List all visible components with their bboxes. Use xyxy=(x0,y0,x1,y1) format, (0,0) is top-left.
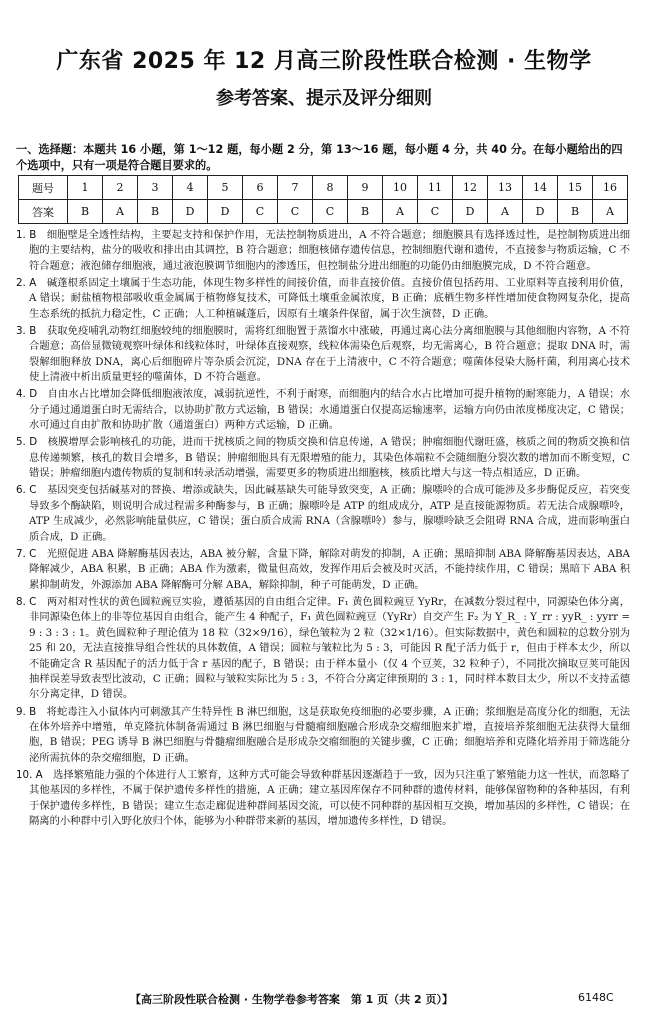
explanation-text: 自由水占比增加会降低细胞液浓度，减弱抗逆性，不利于耐寒，而细胞内的结合水占比增加可提升植物的耐寒能力，A 错误；水分子通过通道蛋白时无需结合，以协助扩散方式运输，B 错误；水通道蛋白仅提高运输速率，运输方向仍由浓度梯度决定，C 错误；水可通过自由扩散和协助扩散（通道蛋白）两种方式运输，D 正确。 xyxy=(29,388,630,432)
explanation-item xyxy=(16,547,630,593)
explanation-text: 细胞壁是全透性结构，主要起支持和保护作用，无法控制物质进出，A 不符合题意；细胞膜具有选择透过性，是控制物质进出细胞的主要结构，盐分的吸收和排出由其调控，B 符合题意；细胞核储存遗传信息，控制细胞代谢和遗传，不直接参与物质运输，C 不符合题意；液泡储存细胞液，通过液泡膜调节细胞内的渗透压，但控制盐分进出细胞的功能仍由细胞膜完成，D 不符合题意。 xyxy=(29,229,630,272)
explanation-text: 选择繁殖能力强的个体进行人工繁育，这种方式可能会导致种群基因逐渐趋于一致，因为只注重了繁殖能力这一性状，而忽略了其他基因的多样性，不属于保护遗传多样性的措施，A 正确；建立基因库保存不同种群的遗传材料，能够保留物种的各种基因，有利于保护遗传多样性，B 错误；建立生态走廊促进种群间基因交流，可以使不同种群的基因相互交换，增加基因的多样性，C 错误；在隔离的小种群中引入野化放归个体，能够为小种群带来新的基因，增加遗传多样性，D 错误。 xyxy=(29,768,630,828)
explanation-text: 将蛇毒注入小鼠体内可刺激其产生特异性 B 淋巴细胞，这是获取免疫细胞的必要步骤，A 正确；浆细胞是高度分化的细胞，无法在体外培养中增殖，单克隆抗体制备需通过 B 淋巴细胞与骨髓瘤细胞融合形成杂交瘤细胞来扩增，直接培养浆细胞无法获得大量细胞，B 错误；PEG 诱导 B 淋巴细胞与骨髓瘤细胞融合是形成杂交瘤细胞的关键步骤，C 正确；细胞培养和克隆化培养用于筛选能分泌所需抗体的杂交瘤细胞，D 正确。 xyxy=(29,705,630,764)
answer-table-row-label: 答案 xyxy=(19,200,68,224)
question-number-cell: 1 xyxy=(68,176,103,200)
explanation-key: 3. B xyxy=(16,325,37,338)
answer-cell: C xyxy=(278,200,313,224)
answer-table xyxy=(18,175,628,224)
explanation-item xyxy=(16,483,630,545)
paper-code: 6148C xyxy=(578,991,614,1004)
question-number-cell: 14 xyxy=(523,176,558,200)
question-number-cell: 10 xyxy=(383,176,418,200)
answer-table-answer-row xyxy=(19,200,628,224)
explanation-item xyxy=(16,387,630,433)
explanation-item xyxy=(16,435,630,481)
answer-table-row-label: 题号 xyxy=(19,176,68,200)
answer-cell: B xyxy=(558,200,593,224)
answer-cell: B xyxy=(138,200,173,224)
explanation-item xyxy=(16,276,630,322)
explanation-text: 两对相对性状的黄色圆粒豌豆实验，遵循基因的自由组合定律。F₁ 黄色圆粒豌豆 YyRr，在减数分裂过程中，同源染色体分离，非同源染色体上的非等位基因自由组合，能产生 4 种配子，F₁ 黄色圆粒豌豆（YyRr）自交产生 F₂ 为 Y_R_ : Y_rr : yyR_ : yyrr = 9 : 3 : 3 : 1。黄色圆粒种子理论值为 18 粒（32×9/16），绿色皱粒为 2 粒（32×1/16）。但实际数据中，黄色和圆粒的总数分别为 25 和 20，无法直接推导组合性状的具体数值，A 错误；圆粒与皱粒比为 5 : 3，可能因 R 配子活力低于 r，但由于样本太少，所以不能确定含 R 基因配子的活力低于含 r 基因的配子，B 错误；由于样本量小（仅 4 个豆荚，32 粒种子），不同批次摘取豆荚可能因抽样误差导致表型比波动，C 正确；圆粒与皱粒实际比为 5 : 3，不符合分离定律预期的 3 : 1，同时样本数目太少，所以不支持孟德尔分离定律，D 错误。 xyxy=(29,595,630,701)
explanation-key: 5. D xyxy=(16,436,38,449)
explanation-key: 1. B xyxy=(16,229,37,241)
question-number-cell: 6 xyxy=(243,176,278,200)
answer-cell: B xyxy=(348,200,383,224)
answer-cell: D xyxy=(173,200,208,224)
answer-cell: C xyxy=(418,200,453,224)
question-number-cell: 2 xyxy=(103,176,138,200)
explanation-key: 6. C xyxy=(16,484,37,497)
answer-cell: D xyxy=(208,200,243,224)
question-number-cell: 4 xyxy=(173,176,208,200)
explanation-text: 核膜增厚会影响核孔的功能，进而干扰核质之间的物质交换和信息传递，A 错误；肿瘤细胞代谢旺盛，核质之间的物质交换和信息传递频繁，核孔的数目会增多，B 错误；肿瘤细胞具有无限增殖的能力，其染色体端粒不会随细胞分裂次数的增加而不断变短，C 错误；肿瘤细胞内遗传物质的复制和转录活动增强，需要更多的物质进出细胞核，核质比增大与这一特点相适应，D 正确。 xyxy=(29,436,630,480)
explanation-key: 7. C xyxy=(16,547,37,560)
explanation-text: 光照促进 ABA 降解酶基因表达，ABA 被分解，含量下降，解除对萌发的抑制，A 正确；黑暗抑制 ABA 降解酶基因表达，ABA 降解减少，ABA 积累，B 正确；ABA 作为激素，微量但高效，发挥作用后会被及时灭活，不能持续作用，C 错误；黑暗下 ABA 积累抑制萌发，外源添加 ABA 降解酶可分解 ABA，解除抑制，种子可能萌发，D 正确。 xyxy=(29,547,630,591)
explanation-text: 碱蓬根系固定土壤属于生态功能，体现生物多样性的间接价值，而非直接价值。直接价值包括药用、工业原料等直接利用价值，A 错误；耐盐植物根部吸收重金属属于植物修复技术，可降低土壤重金属浓度，B 正确；底栖生物多样性增加使食物网复杂化，提高生态系统的抵抗力稳定性，C 正确；人工种植碱蓬后，因原有土壤条件保留，属于次生演替，D 正确。 xyxy=(29,277,630,320)
explanation-item xyxy=(16,324,630,386)
question-number-cell: 9 xyxy=(348,176,383,200)
question-number-cell: 15 xyxy=(558,176,593,200)
answer-cell: A xyxy=(103,200,138,224)
page-subtitle: 参考答案、提示及评分细则 xyxy=(216,88,432,109)
question-number-cell: 3 xyxy=(138,176,173,200)
explanation-key: 8. C xyxy=(16,595,37,608)
explanation-key: 9. B xyxy=(16,705,37,718)
question-number-cell: 13 xyxy=(488,176,523,200)
answer-cell: D xyxy=(453,200,488,224)
explanation-text: 基因突变包括碱基对的替换、增添或缺失，因此碱基缺失可能导致突变，A 正确；腺嘌呤的合成可能涉及多步酶促反应，若突变导致多个酶缺陷，则说明合成过程需多种酶参与，B 正确；腺嘌呤是 ATP 的组成成分，ATP 是直接能源物质。若无法合成腺嘌呤，ATP 生成减少，必然影响能量供应，C 错误；蛋白质合成需 RNA（含腺嘌呤）参与，腺嘌呤缺乏会阻碍 RNA 合成，进而影响蛋白质合成，D 正确。 xyxy=(29,484,631,543)
question-number-cell: 11 xyxy=(418,176,453,200)
question-number-cell: 16 xyxy=(593,176,628,200)
explanation-key: 10. A xyxy=(16,768,43,781)
answer-cell: C xyxy=(243,200,278,224)
question-number-cell: 5 xyxy=(208,176,243,200)
question-number-cell: 12 xyxy=(453,176,488,200)
answer-cell: A xyxy=(488,200,523,224)
explanation-key: 4. D xyxy=(16,388,38,401)
explanation-item xyxy=(16,705,630,767)
question-number-cell: 7 xyxy=(278,176,313,200)
question-number-cell: 8 xyxy=(313,176,348,200)
answer-cell: D xyxy=(523,200,558,224)
section-instruction: 一、选择题：本题共 16 小题，第 1～12 题，每小题 2 分，第 13～16 题，每小题 4 分，共 40 分。在每小题给出的四个选项中，只有一项是符合题目要求的。 xyxy=(16,143,623,172)
answer-cell: B xyxy=(68,200,103,224)
explanation-text: 获取免疫哺乳动物红细胞较纯的细胞膜时，需将红细胞置于蒸馏水中涨破，再通过离心法分离细胞膜与其他细胞内容物，A 不符合题意；高倍显微镜观察叶绿体和线粒体时，叶绿体直接观察，线粒体需染色后观察，均无需离心，B 符合题意；提取 DNA 时，需裂解细胞释放 DNA，离心后细胞碎片等杂质会沉淀，DNA 存在于上清液中，C 不符合题意；噬菌体侵染大肠杆菌，利用离心技术使上清液中析出质量更轻的噬菌体，D 不符合题意。 xyxy=(29,325,630,384)
answer-cell: C xyxy=(313,200,348,224)
explanation-list xyxy=(16,228,630,831)
explanation-key: 2. A xyxy=(16,277,37,290)
answer-cell: A xyxy=(383,200,418,224)
answer-table-number-row xyxy=(19,176,628,200)
page-title: 广东省 2025 年 12 月高三阶段性联合检测 · 生物学 xyxy=(56,49,592,74)
answer-cell: A xyxy=(593,200,628,224)
explanation-item xyxy=(16,228,630,274)
footer-text: 【高三阶段性联合检测 · 生物学卷参考答案 第 1 页（共 2 页）】 xyxy=(130,993,453,1006)
explanation-item xyxy=(16,595,630,703)
explanation-item xyxy=(16,768,630,830)
